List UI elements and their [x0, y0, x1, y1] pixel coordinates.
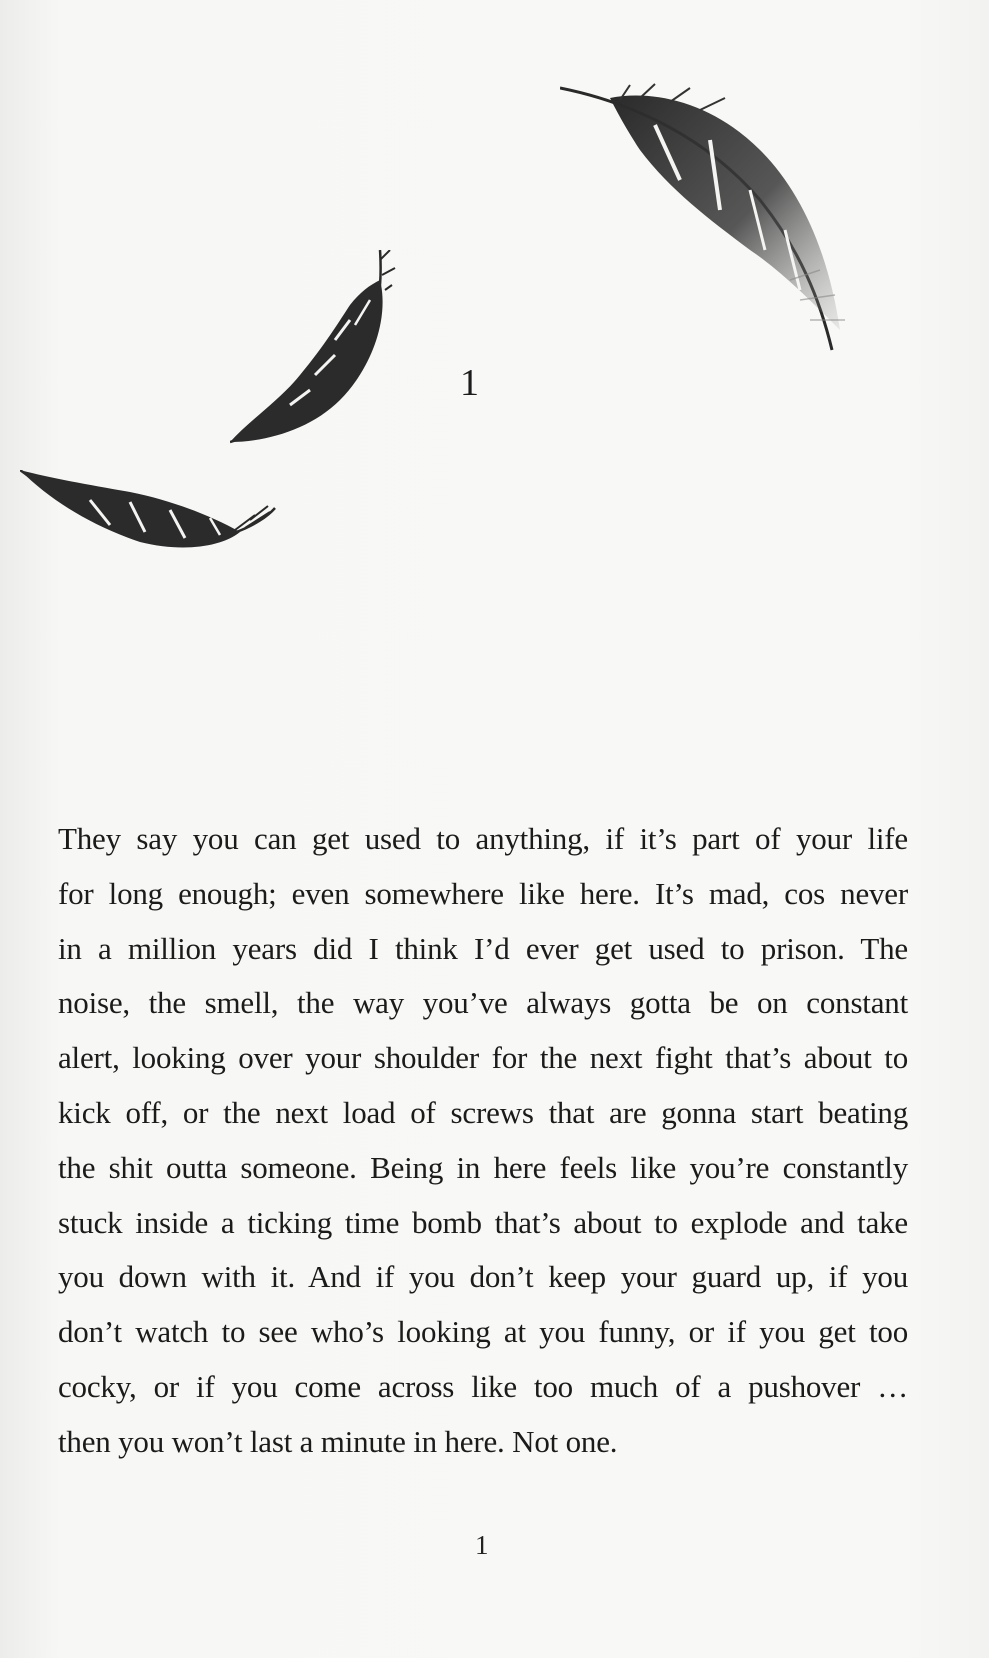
text-line: you down with it. And if you don’t keep your guard up, if you: [58, 1259, 908, 1295]
feather-icon: [20, 470, 290, 590]
text-line: cocky, or if you come across like too much of a pushover …: [58, 1368, 908, 1404]
text-line: They say you can get used to anything, if it’s part of your life: [58, 821, 908, 856]
text-line: don’t watch to see who’s looking at you funny, or if you get too: [58, 1314, 908, 1350]
page-number: 1: [475, 1530, 489, 1560]
text-line: kick off, or the next load of screws that are gonna start beating: [58, 1094, 908, 1130]
text-line: then you won’t last a minute in here. Not one.: [58, 1423, 618, 1459]
text-line: alert, looking over your shoulder for the next fight that’s about to: [58, 1040, 908, 1076]
text-line: stuck inside a ticking time bomb that’s about to explode and take: [58, 1204, 908, 1240]
text-line: noise, the smell, the way you’ve always gotta be on constant: [58, 985, 908, 1021]
text-line: for long enough; even somewhere like here. It’s mad, cos never: [58, 875, 908, 911]
chapter-number: 1: [460, 362, 479, 404]
feather-icon: [230, 250, 410, 470]
text-line: the shit outta someone. Being in here feels like you’re constantly: [58, 1149, 908, 1185]
text-line: in a million years did I think I’d ever get used to prison. The: [58, 930, 908, 966]
feather-icon: [560, 80, 880, 380]
body-paragraph: [58, 812, 908, 1470]
